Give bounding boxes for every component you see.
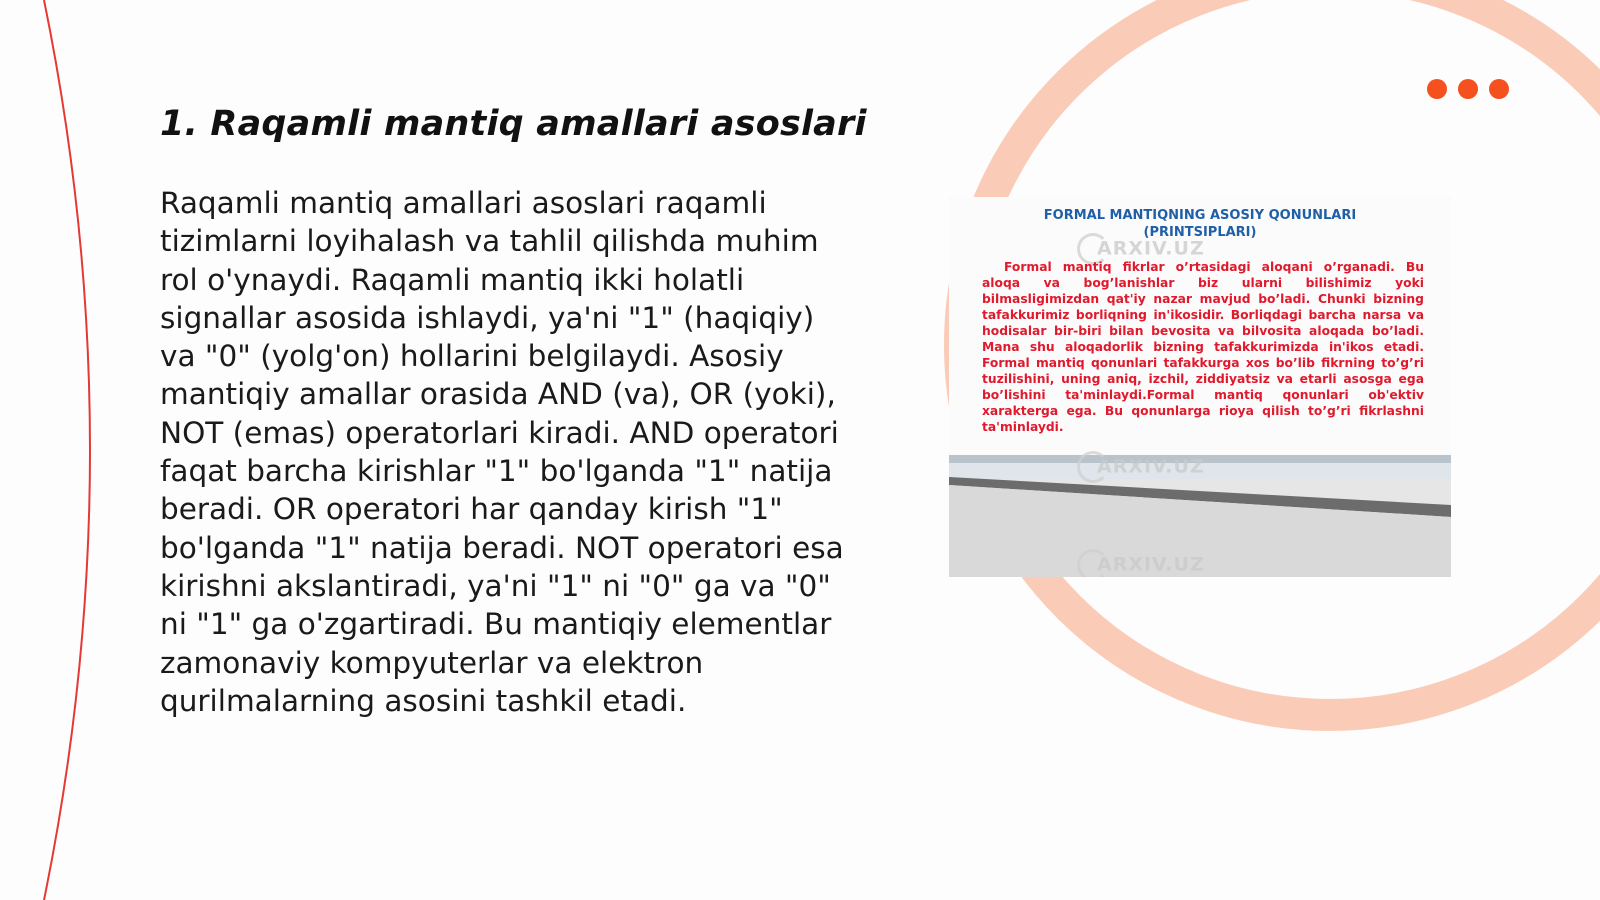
watermark: ARXIV.UZ: [1077, 549, 1205, 577]
watermark: ARXIV.UZ: [1077, 451, 1205, 483]
dot-icon: [1489, 79, 1509, 99]
document-image: [949, 197, 1451, 577]
dots-decoration: [1427, 79, 1509, 99]
watermark: ARXIV.UZ: [1077, 233, 1205, 265]
document-paragraph: Formal mantiq fikrlar o’rtasidagi aloqani o’rganadi. Bu aloqa va bog’lanishlar biz ularni bilishimiz yoki bilmasligimizdan qat'iy nazar mavjud bo’ladi. Chunki bizning tafakkurimiz borliqning in'ikosidir. Borliqdagi barcha narsa va hodisalar bir-biri bilan bevosita va bilvosita aloqada bo’ladi. Mana shu aloqadorlik bizning tafakkurimizda in'ikos etadi. Formal mantiq qonunlari tafakkurga xos bo’lib fikrning to’g’ri tuzilishini, uning aniq, izchil, ziddiyatsiz va etarli asosga ega bo’lishini ta'minlaydi.Formal mantiq qonunlari ob'ektiv xarakterga ega. Bu qonunlarga rioya qilish to’g’ri fikrlashni ta'minlaydi.: [982, 260, 1424, 434]
dot-icon: [1427, 79, 1447, 99]
left-red-curve: [44, 0, 90, 900]
document-heading-line1: FORMAL MANTIQNING ASOSIY QONUNLARI: [1043, 208, 1357, 223]
slide-title: 1. Raqamli mantiq amallari asoslari: [160, 104, 867, 144]
dot-icon: [1458, 79, 1478, 99]
slide-body-text: Raqamli mantiq amallari asoslari raqamli tizimlarni loyihalash va tahlil qilishda muhim rol o'ynaydi. Raqamli mantiq ikki holatli signallar asosida ishlaydi, ya'ni "1" (haqiqiy) va "0" (yolg'on) hollarini belgilaydi. Asosiy mantiqiy amallar orasida AND (va), OR (yoki), NOT (emas) operatorlari kiradi. AND operatori faqat barcha kirishlar "1" bo'lganda "1" natija beradi. OR operatori har qanday kirish "1" bo'lganda "1" natija beradi. NOT operatori esa kirishni akslantiradi, ya'ni "1" ni "0" ga va "0" ni "1" ga o'zgartiradi. Bu mantiqiy elementlar zamonaviy kompyuterlar va elektron qurilmalarning asosini tashkil etadi.: [160, 186, 844, 718]
document-heading-line2: (PRINTSIPLARI): [1143, 225, 1257, 240]
